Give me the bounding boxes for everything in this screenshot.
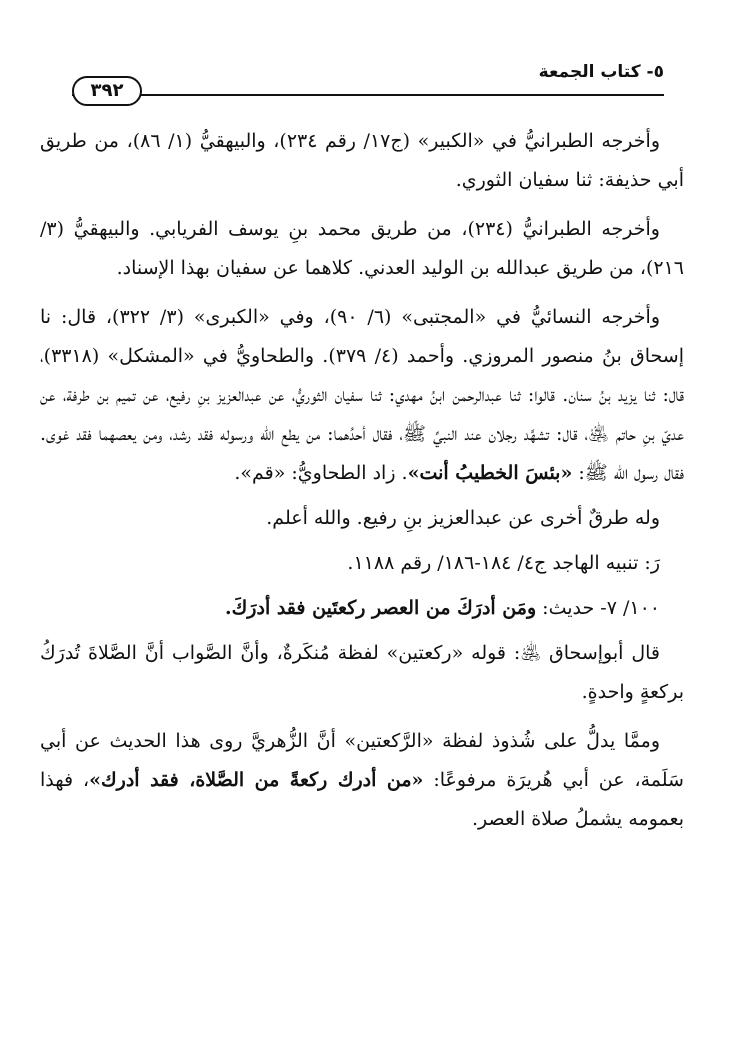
paragraph-6-bold: «من أدرك ركعةً من الصَّلاة، فقد أدرك» [89, 769, 424, 791]
paragraph-5: قال أبوإسحاق ﵁: قوله «ركعتين» لفظة مُنكَرةٌ، وأنَّ الصَّواب أنَّ الصَّلاةَ تُدرَكُ بركعةٍ واحدةٍ. [40, 642, 684, 703]
paragraph-6 [40, 722, 684, 839]
paragraph-4: وله طرقٌ أخرى عن عبدالعزيز بنِ رفيع. والله أعلم. [266, 507, 660, 529]
paragraph-6-part1: وممَّا يدلُّ على شُذوذ لفظة «الرَّكعتين» أنَّ الزُّهريَّ روى هذا الحديث عن أبي سَلَمة، عن أبي هُريرَة مرفوعًا: [40, 730, 684, 791]
paragraph-3 [40, 298, 684, 493]
quote-rest: . زاد الطحاويُّ: «قم». [234, 462, 408, 484]
quote-bold: «بئسَ الخطيبُ أنت» [407, 462, 573, 484]
hadith-text: ومَن أدرَكَ من العصر ركعتَين فقد أدرَكَ. [225, 597, 537, 619]
paragraph-2: وأخرجه الطبرانيُّ (٢٣٤)، من طريق محمد بنِ يوسف الفريابي. والبيهقيُّ (٣/ ٢١٦)، من طريق عبدالله بن الوليد العدني. كلاهما عن سفيان بهذا الإسناد. [40, 218, 684, 279]
hadith-number: ١٠٠/ ٧- حديث: [542, 597, 660, 619]
page-header [72, 58, 664, 101]
page-number: ٣٩٢ [72, 76, 142, 106]
header-rule [72, 94, 664, 96]
reference-line: رَ: تنبيه الهاجد ج٤/ ١٨٤-١٨٦/ رقم ١١٨٨. [347, 552, 660, 574]
paragraph-3-text: وأخرجه النسائيُّ في «المجتبى» (٦/ ٩٠)، وفي «الكبرى» (٣/ ٣٢٢)، قال: نا إسحاق بنُ منصور المروزي. وأحمد (٤/ ٣٧٩). والطحاويُّ في «المشكل» (٣٣١٨)، قال: ثنا يزيد بنُ سنان. قالوا: ثنا عبدالرحمن ابنُ مهدي: ثنا سفيان الثوريُّ، عن عبدالعزيز بنِ رفيع، عن تميم بن طرفة، عن عديّ بنِ حاتم ﵁، قال: تشهَّد رجلان عند النبيِّ ﷺ، فقال أحدُهما: من يطع الله ورسوله فقد رشد، ومن يعصهما فقد غوى. فقال رسول الله ﷺ: [40, 306, 684, 484]
hadith-heading [40, 589, 684, 628]
paragraph-1: وأخرجه الطبرانيُّ في «الكبير» (ج١٧/ رقم ٢٣٤)، والبيهقيُّ (١/ ٨٦)، من طريق أبي حذيفة: ثنا سفيان الثوري. [40, 130, 684, 191]
running-title: ٥- كتاب الجمعة [538, 62, 664, 82]
page-body [40, 122, 684, 849]
paragraph-6-part2: ، فهذا بعمومه يشملُ صلاة العصر. [40, 769, 684, 830]
